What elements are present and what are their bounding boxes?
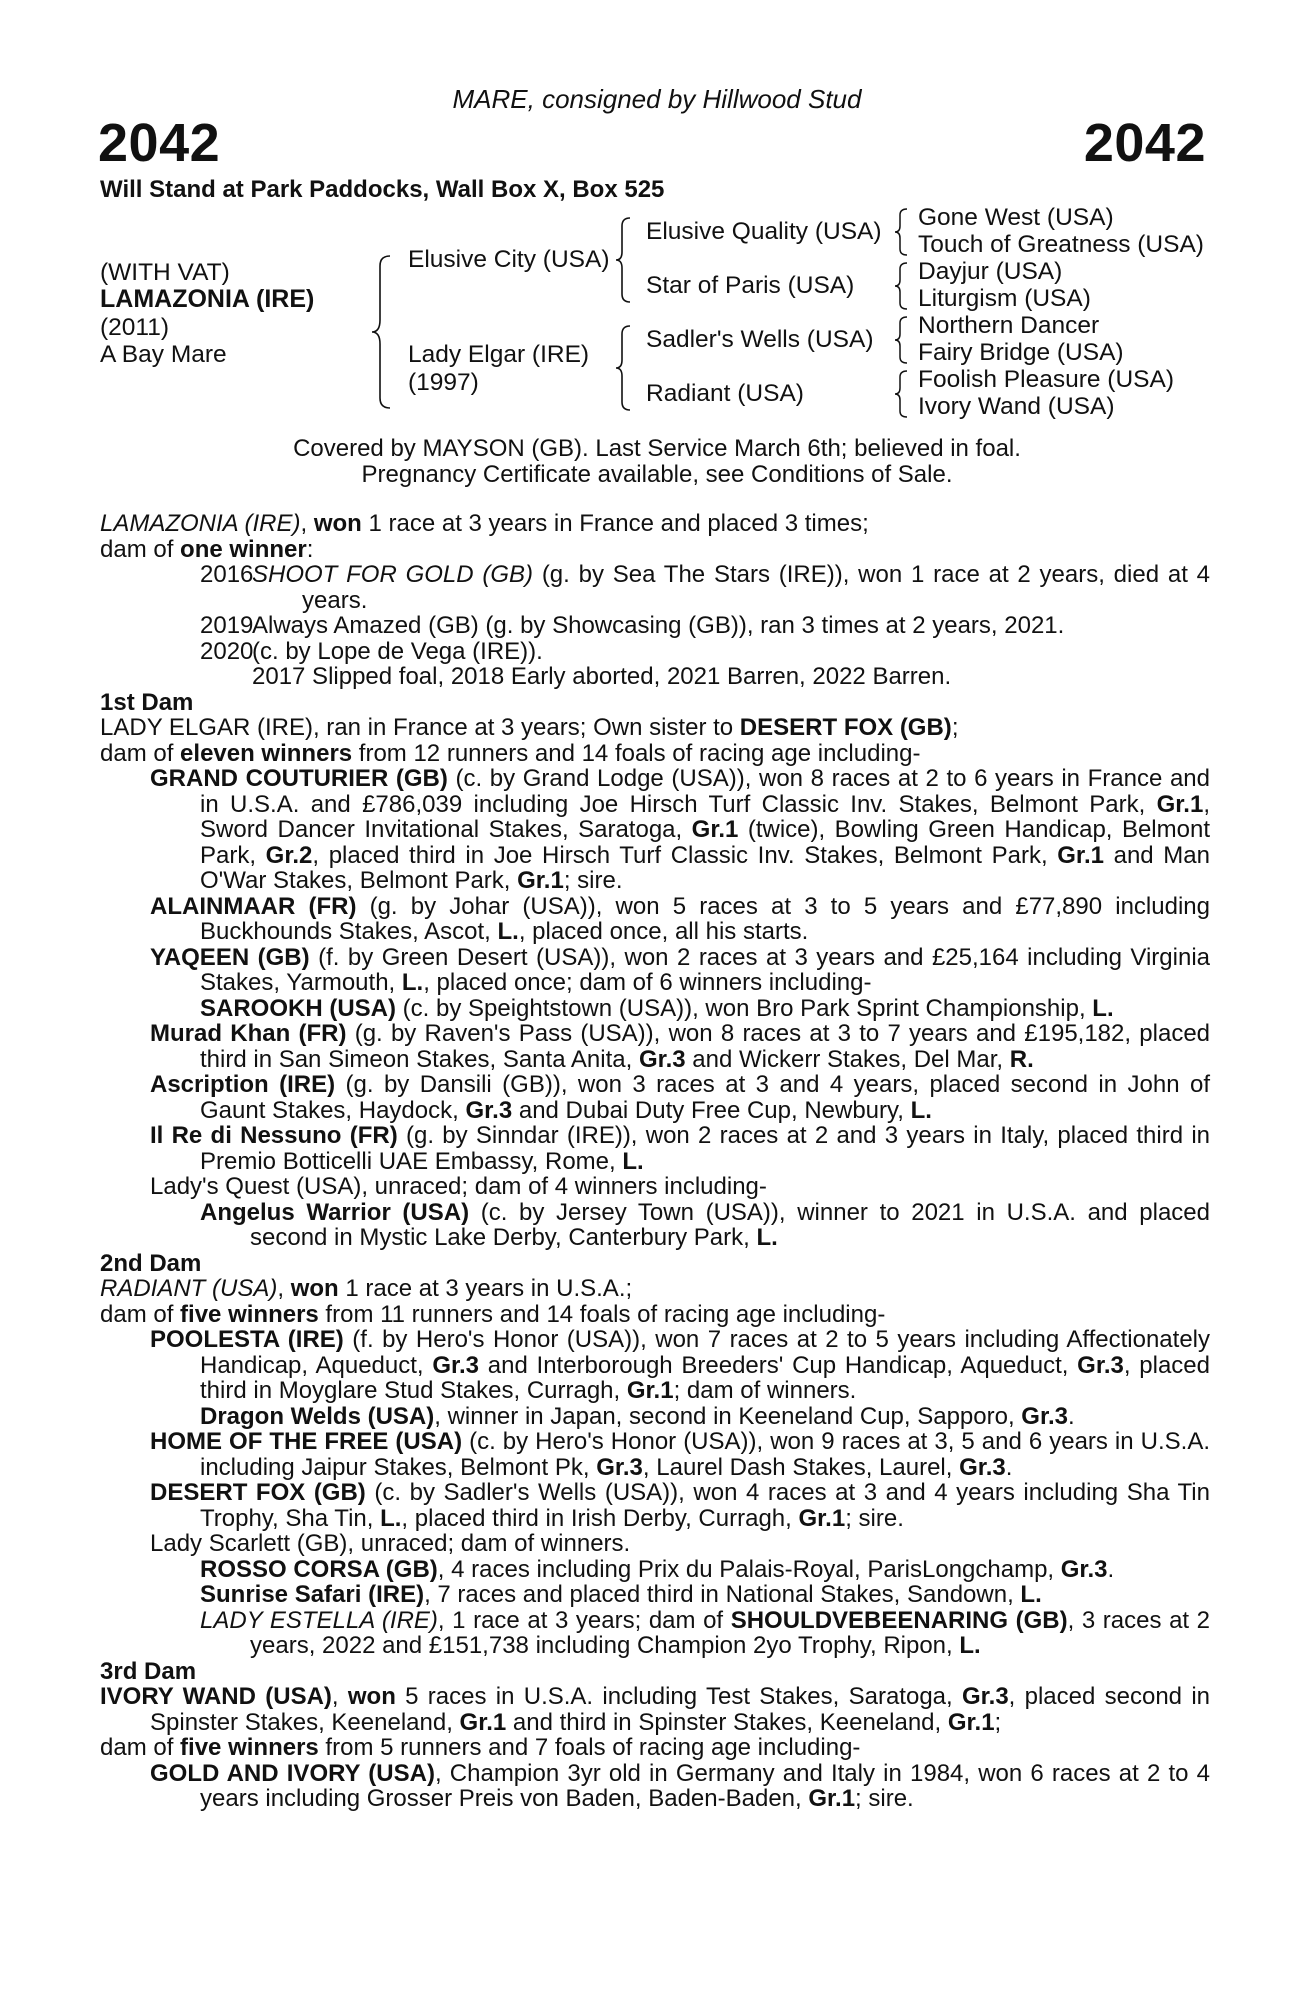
produce-row-2020: 2020(c. by Lope de Vega (IRE)).	[200, 637, 543, 665]
covered-line-2: Pregnancy Certificate available, see Conditions of Sale.	[361, 461, 953, 488]
pedigree-ssd: Touch of Greatness (USA)	[918, 231, 1204, 258]
consignor-line: MARE, consigned by Hillwood Stud	[452, 84, 862, 114]
lot-number-left: 2042	[98, 113, 221, 173]
grand-progeny-entry: Sunrise Safari (IRE), 7 races and placed third in National Stakes, Sandown, L.	[200, 1581, 1042, 1608]
pedigree-brace-main	[370, 254, 394, 410]
pedigree-brace-dd	[893, 369, 909, 419]
covered-line-1: Covered by MAYSON (GB). Last Service March 6th; believed in foal.	[293, 435, 1021, 462]
pedigree-dam: Lady Elgar (IRE)	[408, 341, 590, 368]
pedigree-brace-sd	[893, 261, 909, 311]
progeny-entry: Ascription (IRE) (g. by Dansili (GB)), won 3 races at 3 and 4 years, placed second in John of Gaunt Stakes, Haydock, Gr.3 and Dubai Duty Free Cup, Newbury, L.	[150, 1071, 1210, 1124]
pedigree-brace-dam	[614, 324, 632, 412]
progeny-entry: HOME OF THE FREE (USA) (c. by Hero's Honor (USA)), won 9 races at 3, 5 and 6 years in U.S.A. including Jaipur Stakes, Belmont Pk, Gr.3, Laurel Dash Stakes, Laurel, Gr.3.	[150, 1428, 1210, 1481]
stand-location: Will Stand at Park Paddocks, Wall Box X, Box 525	[100, 176, 665, 203]
second-dam-produce: dam of five winners from 11 runners and 14 foals of racing age including-	[100, 1300, 886, 1328]
pedigree-dam-sire: Sadler's Wells (USA)	[646, 326, 874, 353]
first-dam-summary: LADY ELGAR (IRE), ran in France at 3 years; Own sister to DESERT FOX (GB);	[100, 714, 959, 741]
produce-row-2019: 2019Always Amazed (GB) (g. by Showcasing (GB)), ran 3 times at 2 years, 2021.	[200, 612, 1065, 639]
progeny-entry: Lady Scarlett (GB), unraced; dam of winners.	[150, 1530, 631, 1557]
horse-description: A Bay Mare	[100, 341, 227, 368]
pedigree-sire: Elusive City (USA)	[408, 246, 610, 273]
third-dam-produce: dam of five winners from 5 runners and 7 foals of racing age including-	[100, 1734, 861, 1761]
pedigree-ddd: Ivory Wand (USA)	[918, 393, 1115, 420]
second-dam-summary: RADIANT (USA), won 1 race at 3 years in U.S.A.;	[100, 1275, 633, 1302]
produce-row-barren: 2017 Slipped foal, 2018 Early aborted, 2021 Barren, 2022 Barren.	[252, 663, 952, 690]
horse-name: LAMAZONIA (IRE)	[100, 285, 315, 313]
pedigree-sire-dam: Star of Paris (USA)	[646, 272, 855, 299]
pedigree-dam-dam: Radiant (USA)	[646, 380, 804, 407]
grand-progeny-entry: Dragon Welds (USA), winner in Japan, second in Keeneland Cup, Sapporo, Gr.3.	[200, 1402, 1075, 1430]
pedigree-sds: Dayjur (USA)	[918, 258, 1063, 285]
horse-year: (2011)	[100, 314, 170, 341]
grand-progeny-entry: SAROOKH (USA) (c. by Speightstown (USA)), won Bro Park Sprint Championship, L.	[200, 994, 1114, 1022]
produce-row-2016: 2016SHOOT FOR GOLD (GB) (g. by Sea The Stars (IRE)), won 1 race at 2 years, died at 4 years.	[200, 561, 1210, 614]
progeny-entry: Il Re di Nessuno (FR) (g. by Sinndar (IRE)), won 2 races at 2 and 3 years in Italy, placed third in Premio Botticelli UAE Embassy, Rome, L.	[150, 1122, 1210, 1175]
progeny-entry: YAQEEN (GB) (f. by Green Desert (USA)), won 2 races at 3 years and £25,164 including Virginia Stakes, Yarmouth, L., placed once; dam of 6 winners including-	[150, 943, 1210, 996]
produce-summary: dam of one winner:	[100, 535, 314, 563]
catalogue-body	[100, 511, 1210, 1812]
grand-progeny-entry: Angelus Warrior (USA) (c. by Jersey Town (USA)), winner to 2021 in U.S.A. and placed second in Mystic Lake Derby, Canterbury Park, L.	[200, 1198, 1210, 1251]
progeny-entry: Lady's Quest (USA), unraced; dam of 4 winners including-	[150, 1173, 767, 1200]
pedigree-sss: Gone West (USA)	[918, 204, 1114, 231]
progeny-entry: POOLESTA (IRE) (f. by Hero's Honor (USA)), won 7 races at 2 to 5 years including Affectionately Handicap, Aqueduct, Gr.3 and Interborough Breeders' Cup Handicap, Aqueduct, Gr.3, placed third in Moyglare Stud Stakes, Curragh, Gr.1; dam of winners.	[150, 1326, 1211, 1404]
vat-note: (WITH VAT)	[100, 259, 230, 286]
horse-summary: LAMAZONIA (IRE), won 1 race at 3 years in France and placed 3 times;	[100, 510, 869, 537]
first-dam-produce: dam of eleven winners from 12 runners and 14 foals of racing age including-	[100, 739, 921, 767]
pedigree-sdd: Liturgism (USA)	[918, 285, 1091, 312]
third-dam-heading: 3rd Dam	[100, 1657, 197, 1685]
progeny-entry: DESERT FOX (GB) (c. by Sadler's Wells (USA)), won 4 races at 3 and 4 years including Sha Tin Trophy, Sha Tin, L., placed third in Irish Derby, Curragh, Gr.1; sire.	[150, 1479, 1210, 1532]
second-dam-section	[100, 1251, 1210, 1659]
pedigree-sire-sire: Elusive Quality (USA)	[646, 218, 882, 245]
pedigree-brace-ss	[893, 207, 909, 257]
first-dam-section	[100, 690, 1210, 1251]
covered-note	[0, 436, 1314, 488]
second-dam-heading: 2nd Dam	[100, 1249, 202, 1277]
pedigree-dss: Northern Dancer	[918, 312, 1100, 339]
pedigree-dds: Foolish Pleasure (USA)	[918, 366, 1174, 393]
pedigree-dsd: Fairy Bridge (USA)	[918, 339, 1124, 366]
pedigree-brace-sire	[614, 216, 632, 304]
produce-record	[100, 511, 1210, 690]
progeny-entry: GRAND COUTURIER (GB) (c. by Grand Lodge (USA)), won 8 races at 2 to 6 years in France and in U.S.A. and £786,039 including Joe Hirsch Turf Classic Inv. Stakes, Belmont Park, Gr.1, Sword Dancer Invitational Stakes, Saratoga, Gr.1 (twice), Bowling Green Handicap, Belmont Park, Gr.2, placed third in Joe Hirsch Turf Classic Inv. Stakes, Belmont Park, Gr.1 and Man O'War Stakes, Belmont Park, Gr.1; sire.	[150, 765, 1210, 894]
third-dam-summary: IVORY WAND (USA), won 5 races in U.S.A. including Test Stakes, Saratoga, Gr.3, placed second in Spinster Stakes, Keeneland, Gr.1 and third in Spinster Stakes, Keeneland, Gr.1;	[100, 1683, 1210, 1736]
grand-progeny-entry: ROSSO CORSA (GB), 4 races including Prix du Palais-Royal, ParisLongchamp, Gr.3.	[200, 1555, 1115, 1583]
progeny-entry: Murad Khan (FR) (g. by Raven's Pass (USA)), won 8 races at 3 to 7 years and £195,182, placed third in San Simeon Stakes, Santa Anita, Gr.3 and Wickerr Stakes, Del Mar, R.	[150, 1020, 1211, 1073]
pedigree-dam-year: (1997)	[408, 369, 479, 396]
progeny-entry: GOLD AND IVORY (USA), Champion 3yr old in Germany and Italy in 1984, won 6 races at 2 to 4 years including Grosser Preis von Baden, Baden-Baden, Gr.1; sire.	[150, 1759, 1211, 1812]
grand-progeny-entry: LADY ESTELLA (IRE), 1 race at 3 years; dam of SHOULDVEBEENARING (GB), 3 races at 2 years, 2022 and £151,738 including Champion 2yo Trophy, Ripon, L.	[200, 1606, 1211, 1659]
lot-number-right: 2042	[1083, 113, 1206, 173]
third-dam-section	[100, 1659, 1210, 1812]
progeny-entry: ALAINMAAR (FR) (g. by Johar (USA)), won 5 races at 3 to 5 years and £77,890 including Buckhounds Stakes, Ascot, L., placed once, all his starts.	[150, 892, 1210, 945]
pedigree-brace-ds	[893, 315, 909, 365]
first-dam-heading: 1st Dam	[100, 688, 194, 716]
